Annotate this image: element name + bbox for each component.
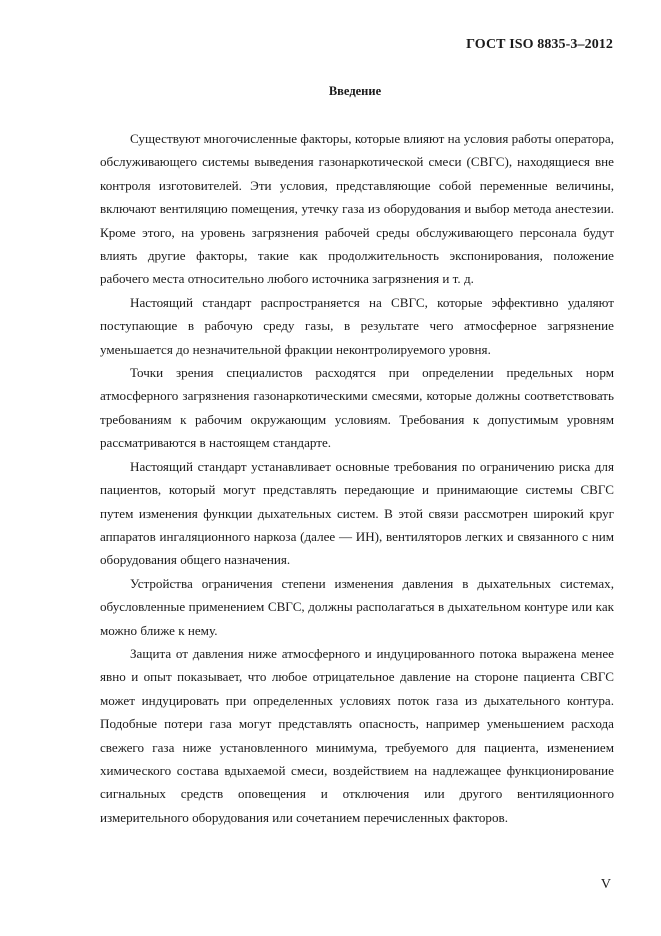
paragraph-3: Точки зрения специалистов расходятся при определении предельных норм атмосферного загрязнения газонаркотическими смесями, которые должны соответствовать требованиям к рабочим окружающим условиям. Требования к допустимым уровням рассматриваются в настоящем стандарте. [100, 365, 614, 451]
body-text [100, 127, 614, 829]
paragraph-2: Настоящий стандарт распространяется на СВГС, которые эффективно удаляют поступающие в рабочую среду газы, в результате чего атмосферное загрязнение уменьшается до незначительной фракции неконтролируемого уровня. [100, 294, 614, 357]
document-code: ГОСТ ISO 8835-3–2012 [466, 37, 613, 52]
paragraph-6: Защита от давления ниже атмосферного и индуцированного потока выражена менее явно и опыт показывает, что любое отрицательное давление на стороне пациента СВГС может индуцировать при определенных условиях поток газа из дыхательного контура. Подобные потери газа могут представлять опасность, например уменьшением расхода свежего газа ниже установленного минимума, требуемого для пациента, изменением химического состава вдыхаемой смеси, воздействием на надлежащее функционирование сигнальных средств оповещения и отключения или другого вентиляционного измерительного оборудования или сочетанием перечисленных факторов. [100, 645, 614, 825]
page-number: V [600, 877, 611, 892]
section-title: Введение [328, 84, 382, 98]
paragraph-1: Существуют многочисленные факторы, которые влияют на условия работы оператора, обслуживающего системы выведения газонаркотической смеси (СВГС), находящиеся вне контроля изготовителей. Эти условия, представляющие собой переменные величины, включают вентиляцию помещения, утечку газа из оборудования и выбор метода анестезии. Кроме этого, на уровень загрязнения рабочей среды обслуживающего персонала будут влиять другие факторы, такие как продолжительность экспонирования, положение рабочего места относительно любого источника загрязнения и т. д. [100, 131, 614, 287]
paragraph-5: Устройства ограничения степени изменения давления в дыхательных системах, обусловленные применением СВГС, должны располагаться в дыхательном контуре или как можно ближе к нему. [100, 575, 614, 638]
paragraph-4: Настоящий стандарт устанавливает основные требования по ограничению риска для пациентов, который могут представлять передающие и принимающие системы СВГС путем изменения функции дыхательных систем. В этой связи рассмотрен широкий круг аппаратов ингаляционного наркоза (далее — ИН), вентиляторов легких и связанного с ним оборудования общего назначения. [100, 458, 614, 568]
